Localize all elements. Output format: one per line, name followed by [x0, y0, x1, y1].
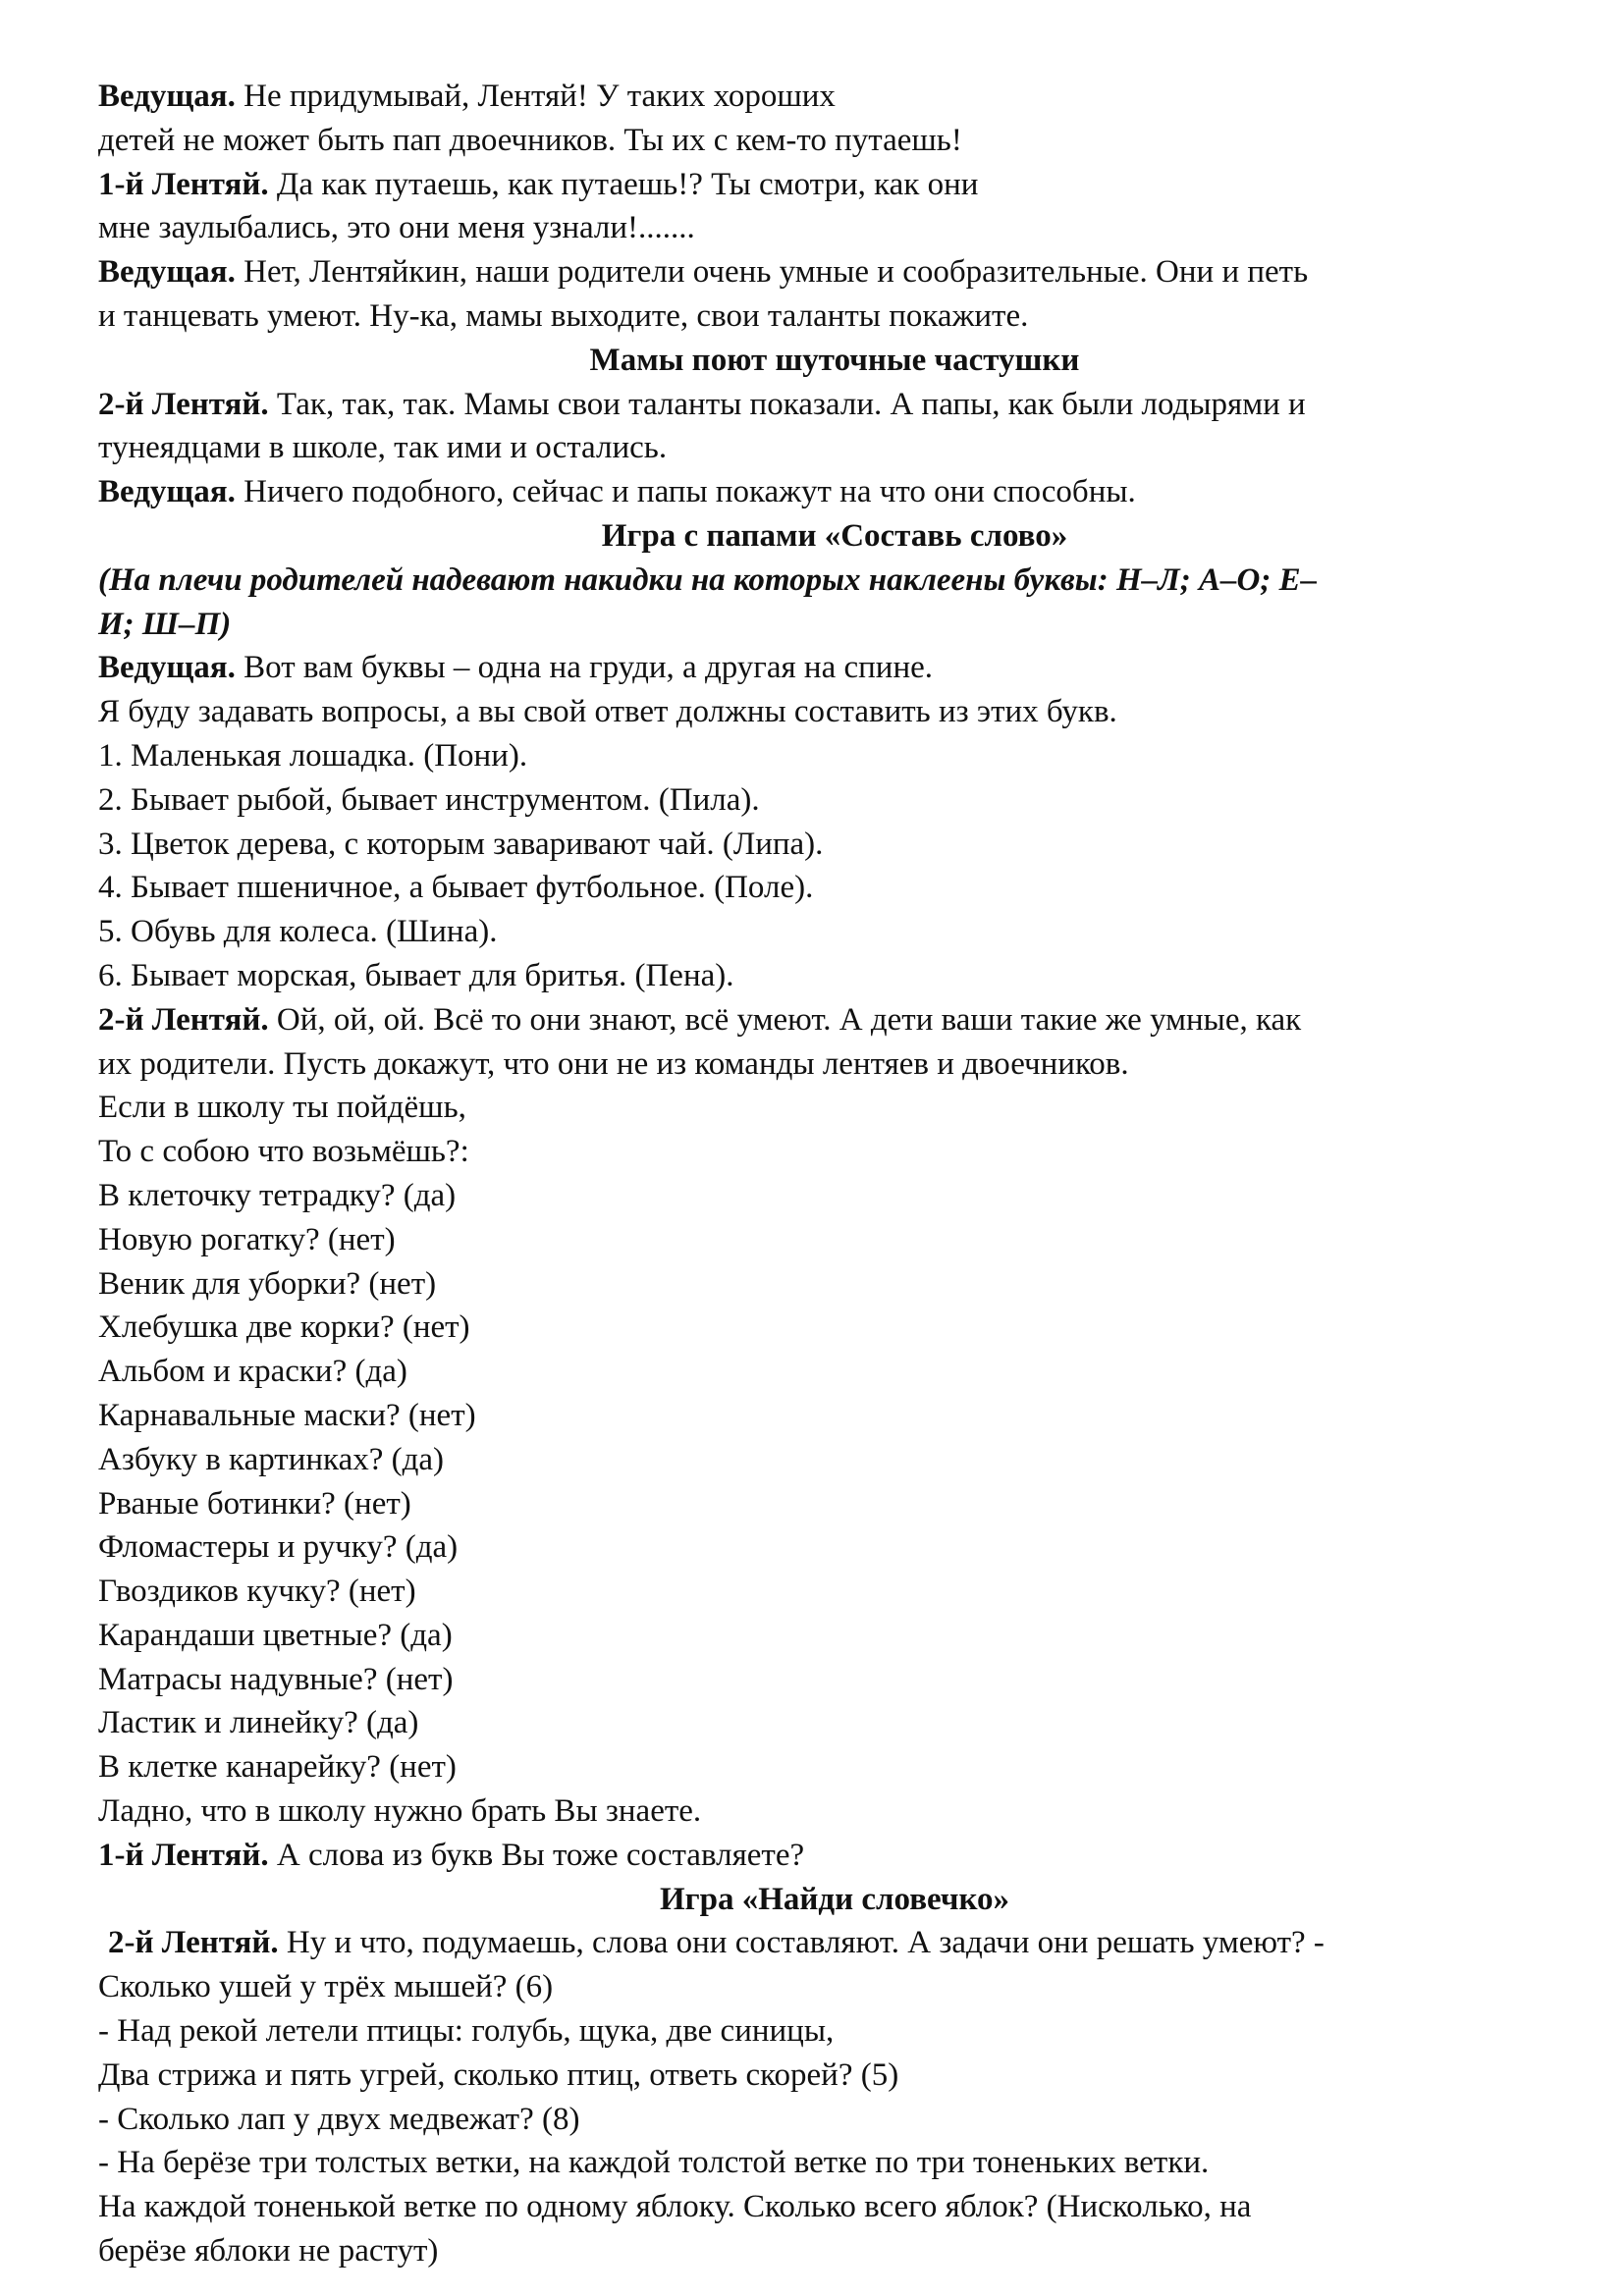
paragraph-line: мне заулыбались, это они меня узнали!....... — [98, 210, 695, 246]
speaker-label: Ведущая. — [98, 79, 236, 114]
poem-line: То с собою что возьмёшь?: — [98, 1134, 469, 1170]
poem-line: Карнавальные маски? (нет) — [98, 1397, 476, 1433]
task-line: - Над рекой летели птицы: голубь, щука, две синицы, — [98, 2013, 835, 2050]
poem-line: Веник для уборки? (нет) — [98, 1265, 437, 1302]
speaker-label: Ведущая. — [98, 650, 236, 686]
poem-line: Рваные ботинки? (нет) — [98, 1485, 411, 1522]
riddle-item: 5. Обувь для колеса. (Шина). — [98, 914, 498, 950]
poem-line: Ластик и линейку? (да) — [98, 1705, 419, 1741]
riddle-item: 3. Цветок дерева, с которым заваривают чай. (Липа). — [98, 826, 824, 862]
paragraph-text: А слова из букв Вы тоже составляете? — [268, 1837, 805, 1873]
poem-line: Ладно, что в школу нужно брать Вы знаете. — [98, 1793, 702, 1830]
speaker-label: 1-й Лентяй. — [98, 1837, 269, 1873]
paragraph-line: тунеядцами в школе, так ими и остались. — [98, 430, 668, 466]
paragraph-line — [98, 1921, 1571, 1965]
speaker-label: Ведущая. — [98, 254, 236, 291]
paragraph-line: детей не может быть пап двоечников. Ты их с кем-то путаешь! — [98, 122, 962, 158]
paragraph-text: Не придумывай, Лентяй! У таких хороших — [235, 79, 836, 114]
task-line: - Сколько лап у двух медвежат? (8) — [98, 2101, 580, 2137]
paragraph-line — [98, 470, 1571, 514]
speaker-label: 2-й Лентяй. — [108, 1925, 279, 1961]
paragraph-line: Я буду задавать вопросы, а вы свой ответ должны составить из этих букв. — [98, 694, 1117, 730]
poem-line: Гвоздиков кучку? (нет) — [98, 1574, 416, 1610]
speaker-label: 2-й Лентяй. — [98, 1001, 269, 1038]
paragraph-text: Ну и что, подумаешь, слова они составляют. А задачи они решать умеют? - — [278, 1925, 1325, 1961]
paragraph-text: Так, так, так. Мамы свои таланты показали. А папы, как были лодырями и — [268, 386, 1306, 422]
section-heading: Мамы поют шуточные частушки — [589, 342, 1080, 378]
riddle-item: 1. Маленькая лошадка. (Пони). — [98, 737, 528, 774]
speaker-label: Ведущая. — [98, 474, 236, 510]
document-body — [98, 75, 1571, 2273]
paragraph-line — [98, 163, 1571, 207]
section-heading: Игра «Найди словечко» — [659, 1881, 1010, 1917]
poem-line: Матрасы надувные? (нет) — [98, 1661, 454, 1697]
speaker-label: 1-й Лентяй. — [98, 166, 269, 202]
task-line: - На берёзе три толстых ветки, на каждой толстой ветке по три тоненьких ветки. — [98, 2145, 1210, 2181]
paragraph-line: и танцевать умеют. Ну-ка, мамы выходите, свои таланты покажите. — [98, 297, 1029, 334]
paragraph-line: их родители. Пусть докажут, что они не из команды лентяев и двоечников. — [98, 1045, 1129, 1082]
paragraph-line — [98, 998, 1571, 1042]
paragraph-line — [98, 646, 1571, 690]
paragraph-text: Ой, ой, ой. Всё то они знают, всё умеют. А дети ваши такие же умные, как — [268, 1001, 1302, 1038]
paragraph-line — [98, 250, 1571, 294]
paragraph-line — [98, 383, 1571, 427]
paragraph-text: Нет, Лентяйкин, наши родители очень умные и сообразительные. Они и петь — [235, 254, 1309, 291]
paragraph-line: Сколько ушей у трёх мышей? (6) — [98, 1969, 554, 2005]
poem-line: Азбуку в картинках? (да) — [98, 1441, 445, 1477]
task-line: На каждой тоненькой ветке по одному яблоку. Сколько всего яблок? (Нисколько, на — [98, 2189, 1252, 2225]
stage-direction: И; Ш–П) — [98, 606, 232, 642]
speaker-label: 2-й Лентяй. — [98, 386, 269, 422]
task-line: берёзе яблоки не растут) — [98, 2233, 439, 2269]
paragraph-text: Ничего подобного, сейчас и папы покажут на что они способны. — [235, 474, 1136, 510]
riddle-item: 4. Бывает пшеничное, а бывает футбольное. (Поле). — [98, 870, 814, 906]
poem-line: Если в школу ты пойдёшь, — [98, 1090, 466, 1126]
poem-line: В клеточку тетрадку? (да) — [98, 1177, 457, 1213]
paragraph-text: Да как путаешь, как путаешь!? Ты смотри, как они — [268, 166, 979, 202]
poem-line: Фломастеры и ручку? (да) — [98, 1529, 459, 1566]
poem-line: Хлебушка две корки? (нет) — [98, 1309, 470, 1346]
poem-line: В клетке канарейку? (нет) — [98, 1749, 457, 1786]
riddle-item: 2. Бывает рыбой, бывает инструментом. (Пила). — [98, 781, 760, 818]
section-heading: Игра с папами «Составь слово» — [601, 517, 1068, 554]
riddle-item: 6. Бывает морская, бывает для бритья. (Пена). — [98, 957, 734, 993]
stage-direction: (На плечи родителей надевают накидки на которых наклеены буквы: Н–Л; А–О; Е– — [98, 561, 1318, 598]
paragraph-line — [98, 1834, 1571, 1878]
poem-line: Альбом и краски? (да) — [98, 1354, 407, 1390]
paragraph-line — [98, 75, 1571, 119]
poem-line: Новую рогатку? (нет) — [98, 1221, 396, 1257]
poem-line: Карандаши цветные? (да) — [98, 1617, 453, 1653]
task-line: Два стрижа и пять угрей, сколько птиц, ответь скорей? (5) — [98, 2056, 899, 2093]
paragraph-text: Вот вам буквы – одна на груди, а другая на спине. — [235, 650, 934, 686]
